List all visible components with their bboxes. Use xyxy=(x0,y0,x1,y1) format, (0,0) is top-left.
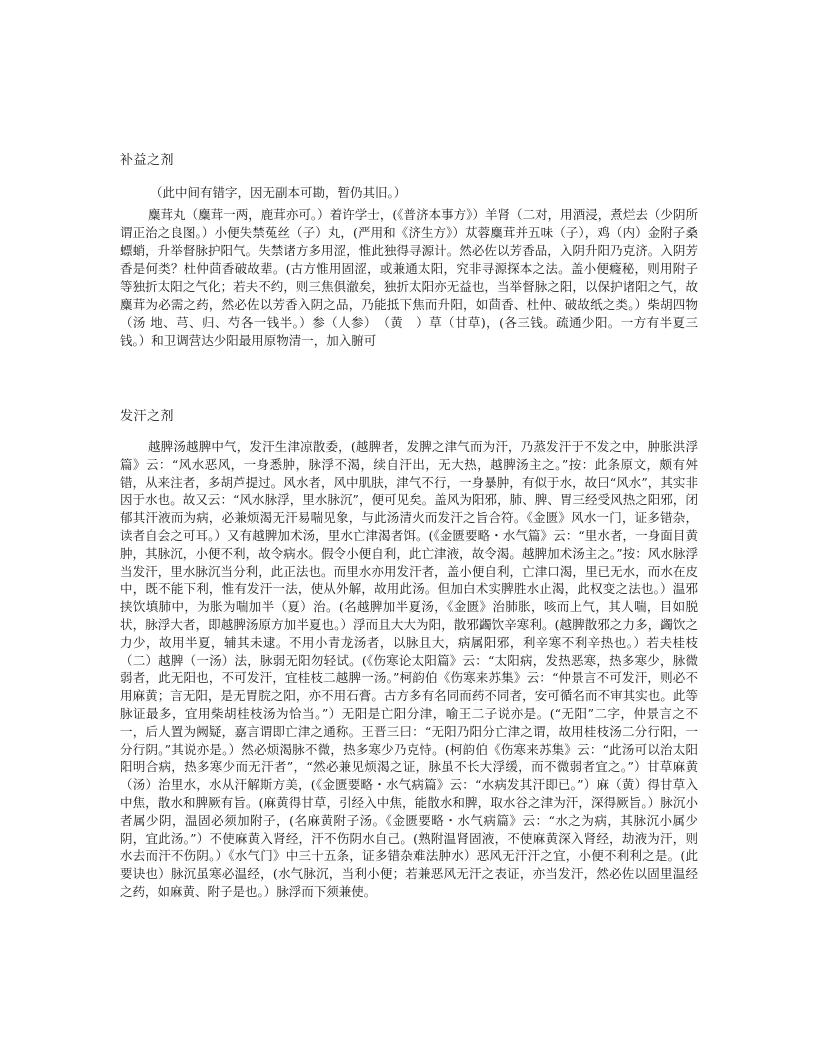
body-paragraph-diaphoretic: 越脾汤越脾中气，发汗生津凉散委，(越脾者，发脾之津气而为汗，乃蒸发汗于不发之中，肿胀洪浮篇》云：“风水恶风，一身悉肿，脉浮不渴，续自汗出，无大热，越脾汤主之。”按：此条原文，颇有舛错，从来注者，多胡芦提过。风水者，风中肌肤，津气不行，一身暴肿，有似于水，故曰“风水”，其实非因于水也。故又云：“风水脉浮，里水脉沉”，便可见矣。盖风为阳邪，肺、脾、胃三经受风热之阳邪，闭郁其汗液而为病，必兼烦渴无汗易喘见象，与此汤清火而发汗之旨合符。《金匮》风水一门，证多错杂，读者自会之可耳。）又有越脾加术汤，里水亡津渴者饵。(《金匮要略・水气篇》云：“里水者，一身面目黄肿，其脉沉，小便不利，故令病水。假令小便自利，此亡津液，故令渴。越脾加术汤主之。”按：风水脉浮当发汗，里水脉沉当分利，此正法也。而里水亦用发汗者，盖小便自利，亡津口渴，里已无水，而水在皮中，既不能下利，惟有发汗一法，使从外解，故用此汤。但加白术实脾胜水止渴，此权变之法也。）温邪挟饮填肺中，为胀为喘加半（夏）治。(名越脾加半夏汤，《金匮》治肺胀，咳而上气，其人喘，目如脱状，脉浮大者，即越脾汤原方加半夏也。）浮而且大大为阳，散邪蠲饮辛寒利。(越脾散邪之力多，蠲饮之力少，故用半夏，辅其未逮。不用小青龙汤者，以脉且大，病属阳邪，利辛寒不利辛热也。）若夫桂枝（二）越脾（一汤）法，脉弱无阳勿轻试。(《伤寒论太阳篇》云：“太阳病，发热恶寒，热多寒少，脉微弱者，此无阳也，不可发汗，宜桂枝二越脾一汤。”柯韵伯《伤寒来苏集》云：“仲景言不可发汗，则必不用麻黄；言无阳，是无胃脘之阳，亦不用石膏。古方多有名同而药不同者，安可循名而不审其实也。此等脉证最多，宜用柴胡桂枝汤为恰当。”）无阳是亡阳分津，喻王二子说亦是。(“无阳”二字，仲景言之不一，后人置为阙疑，嘉言谓即亡津之通称。王晋三曰：“无阳乃阳分亡津之谓，故用桂枝汤二分行阳，一分行阴。”其说亦是。）然必烦渴脉不微，热多寒少乃克恃。(柯韵伯《伤寒来苏集》云：“此汤可以治太阳阳明合病，热多寒少而无汗者”，“然必兼见烦渴之证，脉虽不长大浮缓，而不微弱者宜之。”）甘草麻黄（汤）治里水，水从汗解斯方美，(《金匮要略・水气病篇》云：“水病发其汗即已。”）麻（黄）得甘草入中焦，散水和脾厥有旨。(麻黄得甘草，引经入中焦，能散水和脾，取水谷之津为汗，深得厥旨。）脉沉小者属少阴，温固必须加附子，(名麻黄附子汤。《金匮要略・水气病篇》云：“水之为病，其脉沉小属少阴，宜此汤。”）不使麻黄入肾经，汗不伤阴水自己。(熟附温肾固液，不使麻黄深入肾经，劫液为汗，则水去而汗不伤阴。）《水气门》中三十五条，证多错杂难法肿水）恶风无汗汗之宜，小便不利利之是。(此要诀也）脉沉虽寒必温经，(水气脉沉，当利小便；若兼恶风无汗之表证，亦当发汗，然必佐以固里温经之药，如麻黄、附子是也。）脉浮而下须兼使。 xyxy=(120,439,698,899)
editor-note: （此中间有错字，因无副本可勘，暂仍其旧。） xyxy=(150,185,407,200)
section-heading-tonic: 补益之剂 xyxy=(120,153,175,168)
body-paragraph-tonic: 麋茸丸（麋茸一两，鹿茸亦可。）着许学士，(《普济本事方》）羊肾（二对，用酒浸，煮烂去（少阴所谓正治之良图。）小便失禁菟丝（子）丸，(严用和《济生方》）苁蓉麋茸并五味（子），鸡（内）金附子桑螵蛸，升举督脉护阳气。失禁诸方多用涩，惟此独得寻源计。然必佐以芳香品，入阴升阳乃克济。入阴芳香是何类？杜仲茴香破故辈。(古方惟用固涩，或兼通太阳，究非寻源探本之法。盖小便癃秘，则用附子等独折太阳之气化；若夫不约，则三焦俱澈矣，独折太阳亦无益也，当举督脉之阳，以保护诸阳之气，故麋茸为必需之药，然必佐以芳香入阴之品，乃能抵下焦而升阳，如茴香、杜仲、破故纸之类。）柴胡四物（汤 地、芎、归、芍各一钱半。）参（人参） （黄 ）草（甘草)，(各三钱。疏通少阳。一方有半夏三钱。）和卫调营达少阳最用原物清一，加入腑可 xyxy=(120,207,698,348)
section-heading-diaphoretic: 发汗之剂 xyxy=(120,409,175,424)
